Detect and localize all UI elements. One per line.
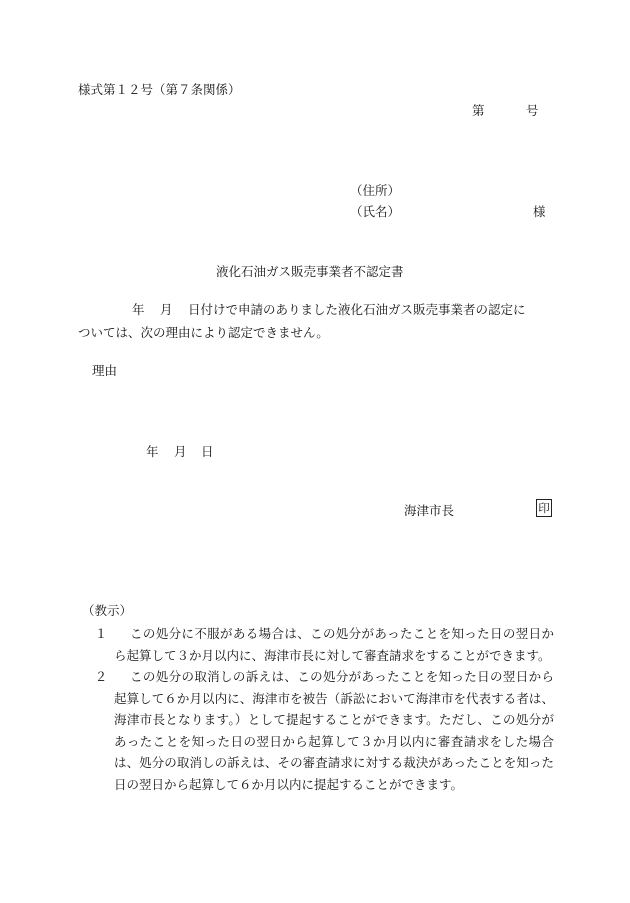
notice-item-number: １ [94, 626, 108, 641]
notice-item-number: ２ [94, 669, 108, 684]
address-label: （住所） [350, 183, 401, 198]
notice-item-text: この処分の取消しの訴えは、この処分があったことを知った日の翌日から起算して６か月以内に、海津市を被告（訴訟において海津市を代表する者は、海津市長となります。）として提起することができます。ただし、この処分があったことを知った日の翌日から起算して３か月以内に審査請求をした場合は、処分の取消しの訴えは、その審査請求に対する裁決があったことを知った日の翌日から起算して６か月以内に提起することができます。 [114, 669, 554, 792]
body-line2-text: ついては、次の理由により認定できません。 [78, 325, 329, 340]
form-number: 様式第１２号（第７条関係） [78, 82, 241, 97]
body-line1-text: 日付けで申請のありました液化石油ガス販売事業者の認定に [188, 302, 526, 317]
doc-number-prefix: 第 [472, 103, 485, 118]
seal-stamp-box: 印 [536, 499, 552, 517]
doc-number-suffix: 号 [526, 103, 539, 118]
notice-item [92, 623, 554, 666]
notice-item [92, 666, 554, 795]
body-month-label: 月 [160, 302, 173, 317]
honorific: 様 [533, 204, 546, 219]
issuer-name: 海津市長 [404, 503, 455, 518]
date-month-label: 月 [174, 444, 187, 459]
notice-heading: （教示） [82, 603, 133, 618]
date-day-label: 日 [201, 444, 214, 459]
reason-label: 理由 [92, 363, 118, 378]
notice-list [92, 623, 554, 795]
document-title: 液化石油ガス販売事業者不認定書 [216, 264, 404, 279]
notice-item-text: この処分に不服がある場合は、この処分があったことを知った日の翌日から起算して３か月以内に、海津市長に対して審査請求をすることができます。 [114, 626, 554, 663]
name-label: （氏名） [350, 204, 401, 219]
date-year-label: 年 [146, 444, 159, 459]
body-year-label: 年 [132, 302, 145, 317]
